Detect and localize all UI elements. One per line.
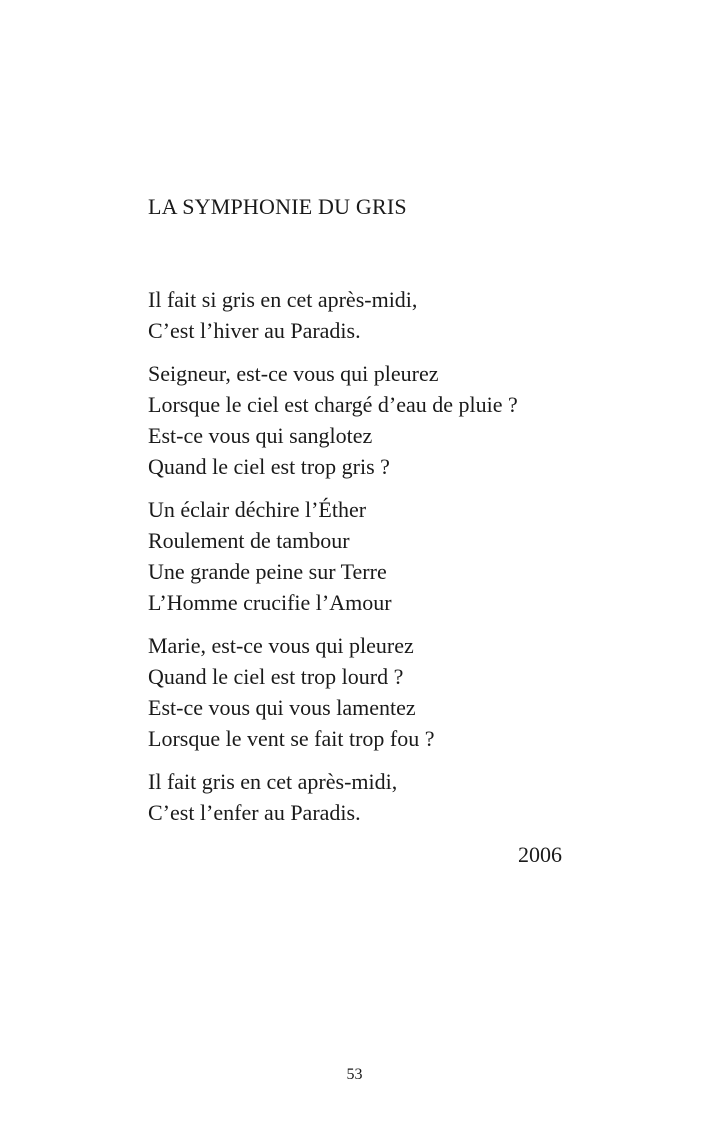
stanza-3	[148, 494, 608, 618]
poem-line: Lorsque le vent se fait trop fou ?	[148, 726, 435, 751]
poem-line: Roulement de tambour	[148, 528, 350, 553]
poem-line: C’est l’hiver au Paradis.	[148, 318, 361, 343]
stanza-2	[148, 358, 608, 482]
poem-line: Quand le ciel est trop lourd ?	[148, 664, 404, 689]
poem-line: L’Homme crucifie l’Amour	[148, 590, 392, 615]
poem-line: Il fait si gris en cet après-midi,	[148, 287, 418, 312]
poem-line: Lorsque le ciel est chargé d’eau de pluie ?	[148, 392, 518, 417]
poem-line: Marie, est-ce vous qui pleurez	[148, 633, 414, 658]
stanza-1	[148, 284, 608, 346]
poem-title: LA SYMPHONIE DU GRIS	[148, 194, 407, 219]
poem-line: Il fait gris en cet après-midi,	[148, 769, 398, 794]
poem-year: 2006	[518, 842, 562, 867]
poem-line: Une grande peine sur Terre	[148, 559, 387, 584]
poem-line: Est-ce vous qui vous lamentez	[148, 695, 416, 720]
poem-line: Seigneur, est-ce vous qui pleurez	[148, 361, 439, 386]
page-number: 53	[346, 1066, 363, 1083]
poem-line: Un éclair déchire l’Éther	[148, 497, 367, 522]
stanza-5	[148, 766, 608, 828]
poem-body	[148, 284, 608, 840]
stanza-4	[148, 630, 608, 754]
poem-line: Est-ce vous qui sanglotez	[148, 423, 373, 448]
poem-line: Quand le ciel est trop gris ?	[148, 454, 390, 479]
poem-line: C’est l’enfer au Paradis.	[148, 800, 361, 825]
